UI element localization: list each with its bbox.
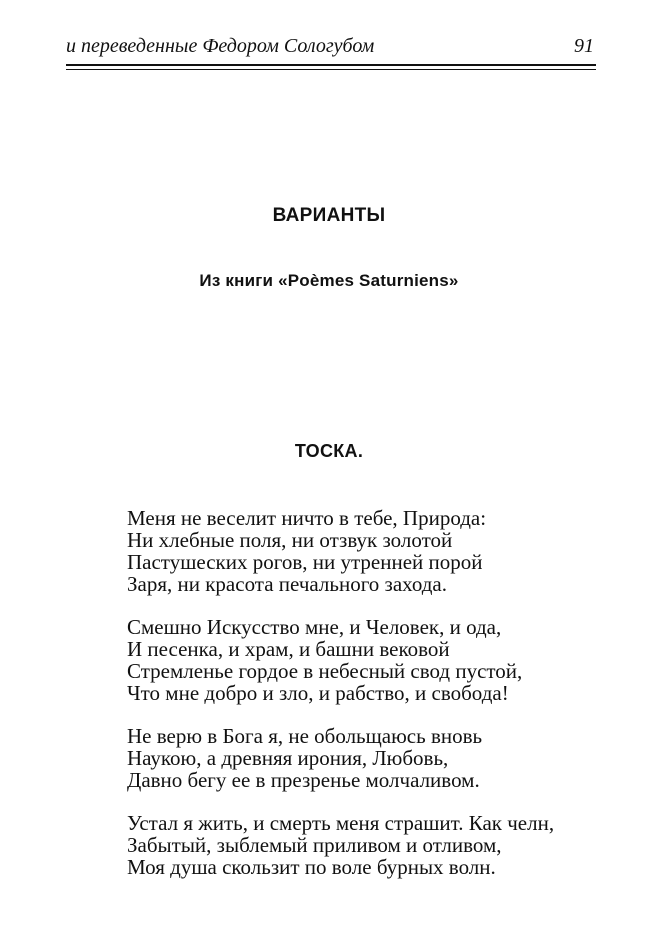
verse-line: Ни хлебные поля, ни отзвук золотой xyxy=(127,528,453,552)
poem-body xyxy=(127,507,607,878)
section-title: ВАРИАНТЫ xyxy=(272,205,386,226)
stanza xyxy=(127,507,607,595)
verse-line: Забытый, зыблемый приливом и отливом, xyxy=(127,833,502,857)
verse-line: Наукою, а древняя ирония, Любовь, xyxy=(127,746,449,770)
verse-line: Меня не веселит ничто в тебе, Природа: xyxy=(127,506,487,530)
verse-line: Пастушеских рогов, ни утренней порой xyxy=(127,550,483,574)
verse-line: Стремленье гордое в небесный свод пустой, xyxy=(127,659,523,683)
verse-line: Заря, ни красота печального захода. xyxy=(127,572,448,596)
stanza xyxy=(127,725,607,791)
running-title: и переведенные Федором Сологубом xyxy=(66,35,375,57)
poem-title: ТОСКА. xyxy=(294,441,364,461)
verse-line: Не верю в Бога я, не обольщаюсь вновь xyxy=(127,724,483,748)
section-subtitle: Из книги «Poèmes Saturniens» xyxy=(199,271,459,290)
running-head xyxy=(66,33,596,59)
verse-line: Смешно Искусство мне, и Человек, и ода, xyxy=(127,615,502,639)
verse-line: Что мне добро и зло, и рабство, и свобода! xyxy=(127,681,509,705)
verse-line: И песенка, и храм, и башни вековой xyxy=(127,637,450,661)
verse-line: Давно бегу ее в презренье молчаливом. xyxy=(127,768,480,792)
stanza xyxy=(127,812,607,878)
header-rule-thin xyxy=(66,69,596,70)
verse-line: Устал я жить, и смерть меня страшит. Как челн, xyxy=(127,811,555,835)
stanza xyxy=(127,616,607,704)
page-number: 91 xyxy=(574,35,594,57)
verse-line: Моя душа скользит по воле бурных волн. xyxy=(127,855,496,879)
header-rule-thick xyxy=(66,64,596,66)
